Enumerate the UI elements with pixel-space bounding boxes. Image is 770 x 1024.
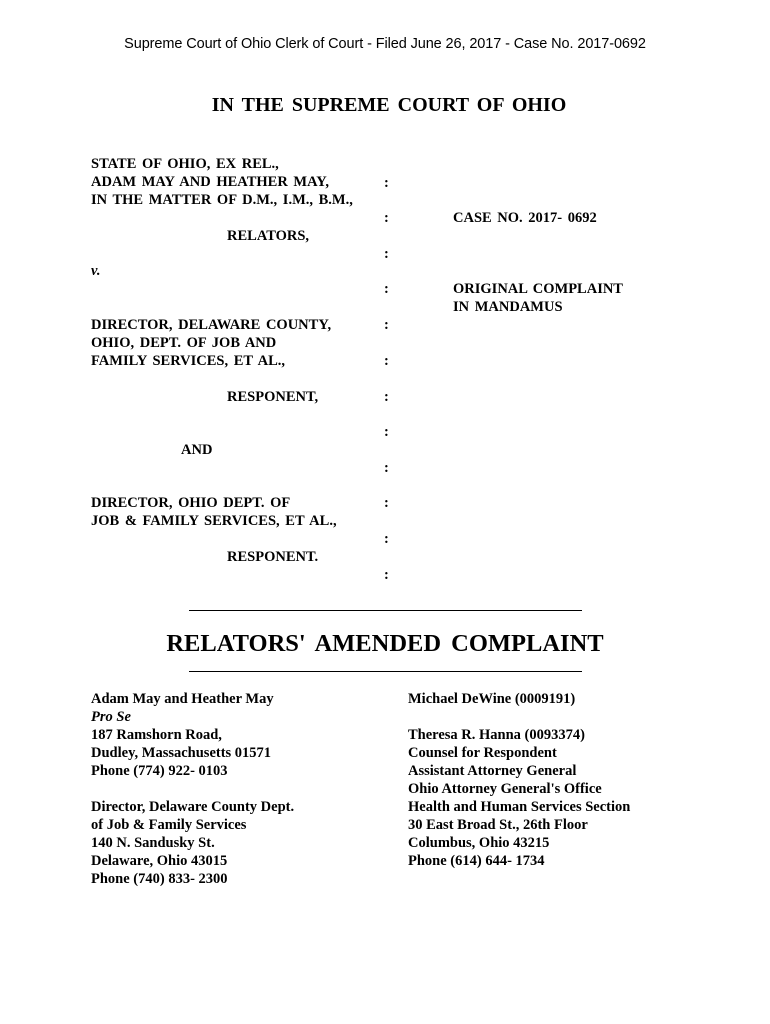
respondent-block <box>91 494 337 530</box>
respondent-counsel <box>408 690 630 870</box>
respondent-contact-line: 140 N. Sandusky St. <box>91 835 215 851</box>
attorney-general: Michael DeWine (0009191) <box>408 691 576 707</box>
and-label: AND <box>181 442 213 458</box>
caption-colon: : <box>384 246 389 262</box>
relator-status: Pro Se <box>91 709 131 725</box>
document-type <box>453 280 623 316</box>
caption-colon: : <box>384 424 389 440</box>
caption-colon: : <box>384 495 389 511</box>
respondent-label: RESPONENT, <box>227 389 319 405</box>
relator-name: Adam May and Heather May <box>91 691 274 707</box>
caption-colon: : <box>384 210 389 226</box>
relators-contact <box>91 690 294 888</box>
counsel-line: 30 East Broad St., 26th Floor <box>408 817 588 833</box>
caption-colon: : <box>384 389 389 405</box>
counsel-line: Assistant Attorney General <box>408 763 577 779</box>
counsel-line: Phone (614) 644- 1734 <box>408 853 545 869</box>
relators-line: STATE OF OHIO, EX REL., <box>91 156 279 172</box>
counsel-line: Theresa R. Hanna (0093374) <box>408 727 585 743</box>
title-rule-top <box>189 610 582 611</box>
respondent-line: OHIO, DEPT. OF JOB AND <box>91 335 277 351</box>
filing-header: Supreme Court of Ohio Clerk of Court - Filed June 26, 2017 - Case No. 2017-0692 <box>124 36 646 52</box>
court-title: IN THE SUPREME COURT OF OHIO <box>211 94 567 116</box>
respondent-contact-line: Delaware, Ohio 43015 <box>91 853 228 869</box>
counsel-line: Columbus, Ohio 43215 <box>408 835 550 851</box>
relators-block <box>91 155 353 209</box>
respondent-line: DIRECTOR, DELAWARE COUNTY, <box>91 317 332 333</box>
relators-line: IN THE MATTER OF D.M., I.M., B.M., <box>91 192 353 208</box>
caption-colon: : <box>384 353 389 369</box>
caption-colon: : <box>384 317 389 333</box>
respondent-label: RESPONENT. <box>227 549 319 565</box>
caption-colon: : <box>384 175 389 191</box>
address-line: Dudley, Massachusetts 01571 <box>91 745 272 761</box>
respondent-block <box>91 316 331 370</box>
document-type-line: ORIGINAL COMPLAINT <box>453 281 623 297</box>
title-rule-bottom <box>189 671 582 672</box>
respondent-contact-line: Director, Delaware County Dept. <box>91 799 295 815</box>
address-line: 187 Ramshorn Road, <box>91 727 222 743</box>
respondent-line: FAMILY SERVICES, ET AL., <box>91 353 286 369</box>
counsel-line: Health and Human Services Section <box>408 799 631 815</box>
versus-label: v. <box>91 263 101 279</box>
case-number: CASE NO. 2017- 0692 <box>453 210 597 226</box>
document-type-line: IN MANDAMUS <box>453 299 563 315</box>
respondent-line: DIRECTOR, OHIO DEPT. OF <box>91 495 291 511</box>
respondent-contact-line: Phone (740) 833- 2300 <box>91 871 228 887</box>
caption-colon: : <box>384 567 389 583</box>
caption-colon: : <box>384 531 389 547</box>
phone-line: Phone (774) 922- 0103 <box>91 763 228 779</box>
relators-label: RELATORS, <box>227 228 310 244</box>
caption-colon: : <box>384 460 389 476</box>
caption-colon: : <box>384 281 389 297</box>
counsel-line: Ohio Attorney General's Office <box>408 781 602 797</box>
relators-line: ADAM MAY AND HEATHER MAY, <box>91 174 330 190</box>
counsel-line: Counsel for Respondent <box>408 745 557 761</box>
respondent-contact-line: of Job & Family Services <box>91 817 247 833</box>
document-title: RELATORS' AMENDED COMPLAINT <box>166 630 604 657</box>
respondent-line: JOB & FAMILY SERVICES, ET AL., <box>91 513 337 529</box>
